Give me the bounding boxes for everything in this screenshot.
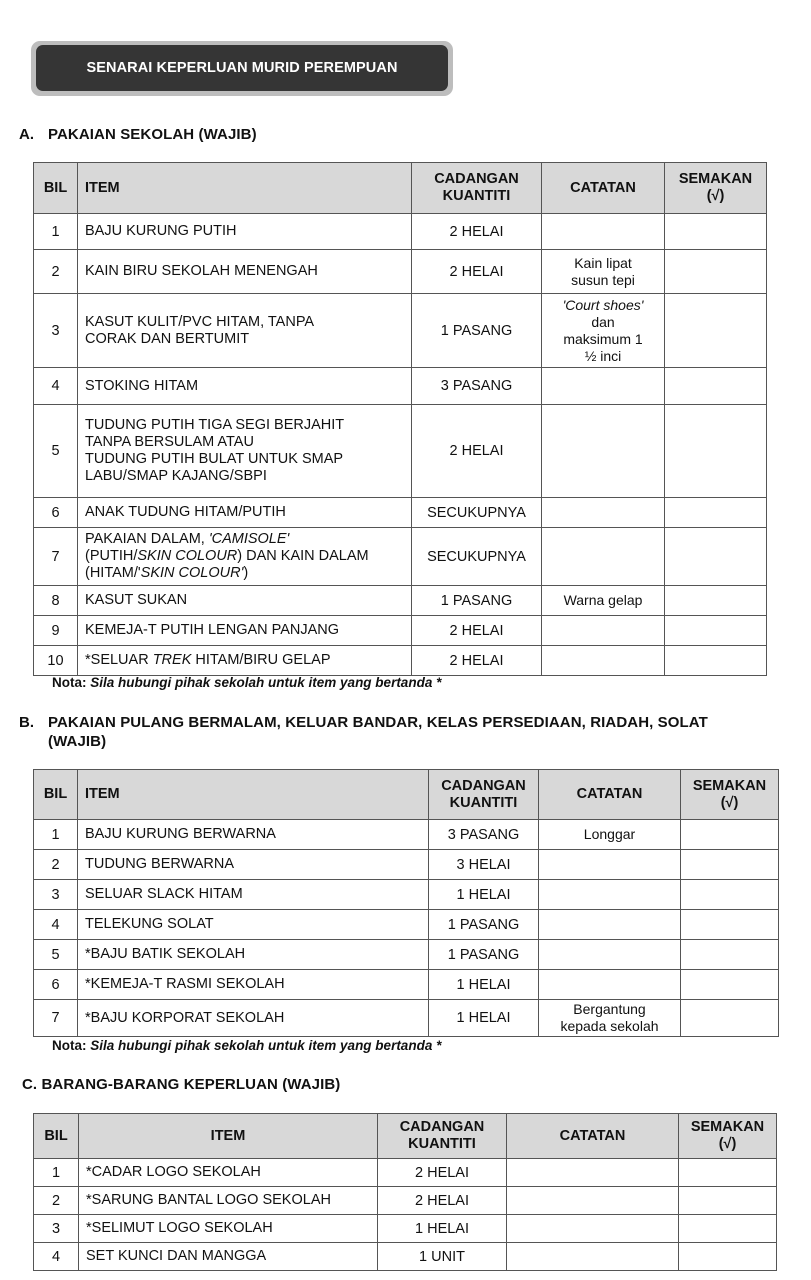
row-number: 10 [34, 646, 78, 676]
check-cell[interactable] [665, 294, 767, 368]
col-check-header: SEMAKAN (√) [665, 163, 767, 214]
notes [542, 616, 665, 646]
check-cell[interactable] [681, 910, 779, 940]
row-number: 3 [34, 880, 78, 910]
check-cell[interactable] [681, 940, 779, 970]
row-number: 2 [34, 850, 78, 880]
check-cell[interactable] [679, 1187, 777, 1215]
section-a-heading: A. PAKAIAN SEKOLAH (WAJIB) [19, 126, 257, 143]
notes [539, 970, 681, 1000]
row-number: 3 [34, 1215, 79, 1243]
section-b-heading: B. PAKAIAN PULANG BERMALAM, KELUAR BANDAR, KELAS PERSEDIAAN, RIADAH, SOLAT (WAJIB) [19, 714, 708, 750]
col-quantity-header: CADANGAN KUANTITI [429, 770, 539, 820]
quantity: SECUKUPNYA [412, 498, 542, 528]
row-number: 4 [34, 368, 78, 405]
col-bil-header: BIL [34, 770, 78, 820]
col-check-header: SEMAKAN (√) [681, 770, 779, 820]
table-row [34, 1000, 779, 1037]
table-row [34, 1215, 777, 1243]
notes [507, 1243, 679, 1271]
row-number: 7 [34, 528, 78, 586]
quantity: 1 PASANG [429, 940, 539, 970]
quantity: 2 HELAI [378, 1159, 507, 1187]
quantity: 2 HELAI [412, 214, 542, 250]
check-cell[interactable] [681, 1000, 779, 1037]
item-name: SET KUNCI DAN MANGGA [79, 1243, 378, 1271]
quantity: 2 HELAI [412, 616, 542, 646]
item-name: KEMEJA-T PUTIH LENGAN PANJANG [78, 616, 412, 646]
table-row [34, 850, 779, 880]
notes: Bergantung kepada sekolah [539, 1000, 681, 1037]
row-number: 2 [34, 1187, 79, 1215]
table-row [34, 368, 767, 405]
quantity: 2 HELAI [378, 1187, 507, 1215]
table-header-row [34, 1114, 777, 1159]
row-number: 2 [34, 250, 78, 294]
table-row [34, 528, 767, 586]
notes [507, 1159, 679, 1187]
table-row [34, 405, 767, 498]
item-name: PAKAIAN DALAM, 'CAMISOLE' (PUTIH/SKIN COLOUR) DAN KAIN DALAM (HITAM/'SKIN COLOUR') [78, 528, 412, 586]
table-row [34, 910, 779, 940]
col-quantity-header: CADANGAN KUANTITI [412, 163, 542, 214]
row-number: 1 [34, 820, 78, 850]
quantity: 3 HELAI [429, 850, 539, 880]
col-bil-header: BIL [34, 163, 78, 214]
col-check-header: SEMAKAN (√) [679, 1114, 777, 1159]
section-b-table [33, 769, 779, 1037]
notes [539, 880, 681, 910]
col-notes-header: CATATAN [542, 163, 665, 214]
section-a-note: Nota: Sila hubungi pihak sekolah untuk item yang bertanda * [52, 675, 442, 690]
quantity: SECUKUPNYA [412, 528, 542, 586]
row-number: 4 [34, 1243, 79, 1271]
table-row [34, 214, 767, 250]
quantity: 1 UNIT [378, 1243, 507, 1271]
table-row [34, 820, 779, 850]
notes [542, 498, 665, 528]
table-header-row [34, 770, 779, 820]
check-cell[interactable] [681, 880, 779, 910]
check-cell[interactable] [679, 1215, 777, 1243]
col-bil-header: BIL [34, 1114, 79, 1159]
notes [507, 1187, 679, 1215]
check-cell[interactable] [665, 498, 767, 528]
item-name: TUDUNG BERWARNA [78, 850, 429, 880]
quantity: 2 HELAI [412, 405, 542, 498]
notes [539, 910, 681, 940]
notes: 'Court shoes' dan maksimum 1 ½ inci [542, 294, 665, 368]
notes [542, 646, 665, 676]
row-number: 6 [34, 498, 78, 528]
row-number: 3 [34, 294, 78, 368]
quantity: 3 PASANG [429, 820, 539, 850]
check-cell[interactable] [681, 820, 779, 850]
check-cell[interactable] [665, 368, 767, 405]
item-name: SELUAR SLACK HITAM [78, 880, 429, 910]
check-cell[interactable] [679, 1243, 777, 1271]
notes [539, 850, 681, 880]
item-name: *SARUNG BANTAL LOGO SEKOLAH [79, 1187, 378, 1215]
document-title: SENARAI KEPERLUAN MURID PEREMPUAN [36, 45, 448, 91]
item-name: *SELUAR TREK HITAM/BIRU GELAP [78, 646, 412, 676]
col-item-header: ITEM [79, 1114, 378, 1159]
notes: Kain lipat susun tepi [542, 250, 665, 294]
check-cell[interactable] [681, 850, 779, 880]
col-notes-header: CATATAN [507, 1114, 679, 1159]
section-b-note: Nota: Sila hubungi pihak sekolah untuk item yang bertanda * [52, 1038, 442, 1053]
table-row [34, 250, 767, 294]
check-cell[interactable] [665, 405, 767, 498]
quantity: 1 HELAI [429, 880, 539, 910]
item-name: *KEMEJA-T RASMI SEKOLAH [78, 970, 429, 1000]
col-quantity-header: CADANGAN KUANTITI [378, 1114, 507, 1159]
quantity: 2 HELAI [412, 250, 542, 294]
notes [542, 368, 665, 405]
item-name: STOKING HITAM [78, 368, 412, 405]
notes [542, 214, 665, 250]
section-a-table [33, 162, 767, 676]
quantity: 1 PASANG [429, 910, 539, 940]
item-name: BAJU KURUNG PUTIH [78, 214, 412, 250]
quantity: 1 HELAI [429, 970, 539, 1000]
item-name: KASUT KULIT/PVC HITAM, TANPA CORAK DAN BERTUMIT [78, 294, 412, 368]
item-name: ANAK TUDUNG HITAM/PUTIH [78, 498, 412, 528]
notes: Longgar [539, 820, 681, 850]
row-number: 5 [34, 405, 78, 498]
table-row [34, 940, 779, 970]
quantity: 3 PASANG [412, 368, 542, 405]
notes [542, 405, 665, 498]
row-number: 7 [34, 1000, 78, 1037]
table-row [34, 1159, 777, 1187]
check-cell[interactable] [665, 528, 767, 586]
item-name: TUDUNG PUTIH TIGA SEGI BERJAHIT TANPA BERSULAM ATAU TUDUNG PUTIH BULAT UNTUK SMAP LABU/SMAP KAJANG/SBPI [78, 405, 412, 498]
table-row [34, 294, 767, 368]
check-cell[interactable] [681, 970, 779, 1000]
check-cell[interactable] [665, 214, 767, 250]
notes: Warna gelap [542, 586, 665, 616]
check-cell[interactable] [679, 1159, 777, 1187]
table-row [34, 498, 767, 528]
row-number: 8 [34, 586, 78, 616]
col-notes-header: CATATAN [539, 770, 681, 820]
table-row [34, 880, 779, 910]
item-name: *BAJU KORPORAT SEKOLAH [78, 1000, 429, 1037]
table-row [34, 970, 779, 1000]
section-c-heading: C. BARANG-BARANG KEPERLUAN (WAJIB) [22, 1076, 341, 1093]
table-row [34, 646, 767, 676]
table-row [34, 1187, 777, 1215]
check-cell[interactable] [665, 646, 767, 676]
quantity: 1 PASANG [412, 294, 542, 368]
quantity: 1 HELAI [378, 1215, 507, 1243]
row-number: 4 [34, 910, 78, 940]
row-number: 5 [34, 940, 78, 970]
check-cell[interactable] [665, 250, 767, 294]
quantity: 2 HELAI [412, 646, 542, 676]
notes [542, 528, 665, 586]
item-name: *BAJU BATIK SEKOLAH [78, 940, 429, 970]
quantity: 1 PASANG [412, 586, 542, 616]
section-c-table [33, 1113, 777, 1271]
row-number: 1 [34, 1159, 79, 1187]
table-row [34, 1243, 777, 1271]
row-number: 1 [34, 214, 78, 250]
item-name: KAIN BIRU SEKOLAH MENENGAH [78, 250, 412, 294]
row-number: 9 [34, 616, 78, 646]
notes [507, 1215, 679, 1243]
table-header-row [34, 163, 767, 214]
table-row [34, 616, 767, 646]
item-name: KASUT SUKAN [78, 586, 412, 616]
item-name: *CADAR LOGO SEKOLAH [79, 1159, 378, 1187]
item-name: BAJU KURUNG BERWARNA [78, 820, 429, 850]
item-name: *SELIMUT LOGO SEKOLAH [79, 1215, 378, 1243]
item-name: TELEKUNG SOLAT [78, 910, 429, 940]
check-cell[interactable] [665, 616, 767, 646]
quantity: 1 HELAI [429, 1000, 539, 1037]
col-item-header: ITEM [78, 770, 429, 820]
notes [539, 940, 681, 970]
row-number: 6 [34, 970, 78, 1000]
check-cell[interactable] [665, 586, 767, 616]
table-row [34, 586, 767, 616]
col-item-header: ITEM [78, 163, 412, 214]
